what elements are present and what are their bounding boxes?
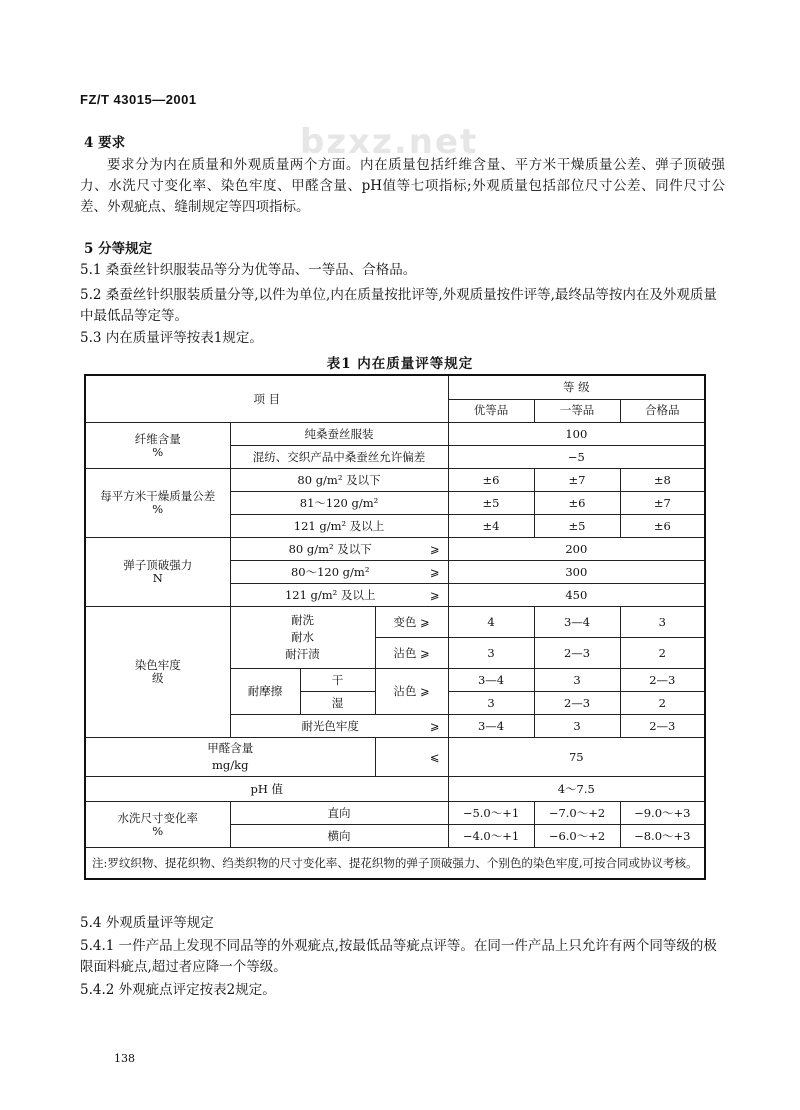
ph-label: pH 值 <box>85 777 448 802</box>
section-5-heading: 5 分等规定 <box>84 241 153 257</box>
burst-value: 450 <box>448 584 705 607</box>
shrink-lengthwise: 直向 <box>230 802 448 825</box>
fiber-blend-value: −5 <box>448 446 705 469</box>
fastness-value: 3—4 <box>534 607 620 638</box>
clause-5-4-heading: 5.4 外观质量评等规定 <box>80 915 214 931</box>
formaldehyde-label: 甲醛含量 mg/kg <box>85 738 375 777</box>
fastness-value: 2 <box>620 638 705 669</box>
clause-5-1: 5.1 桑蚕丝针织服装品等分为优等品、一等品、合格品。 <box>80 262 417 278</box>
mass-value: ±7 <box>534 469 620 492</box>
table-row <box>85 469 705 492</box>
fastness-value: 3—4 <box>448 669 534 692</box>
fastness-value: 2—3 <box>534 692 620 715</box>
section-4-paragraph: 要求分为内在质量和外观质量两个方面。内在质量包括纤维含量、平方米干燥质量公差、弹子顶破强力、水洗尺寸变化率、染色牢度、甲醛含量、pH值等七项指标;外观质量包括部位尺寸公差、同件尺寸公差、外观疵点、缝制规定等四项指标。 <box>80 157 725 215</box>
table-row <box>85 802 705 825</box>
shrink-value: −6.0～+2 <box>534 825 620 848</box>
header-item: 项 目 <box>85 375 448 423</box>
rub-label: 耐摩擦 <box>230 669 300 715</box>
standard-number: FZ/T 43015—2001 <box>80 92 197 107</box>
burst-label: 弹子顶破强力 N <box>85 538 230 607</box>
fastness-value: 3—4 <box>448 715 534 738</box>
mass-condition: 80 g/m² 及以下 <box>230 469 448 492</box>
shrink-value: −8.0～+3 <box>620 825 705 848</box>
clause-5-4-1: 5.4.1 一件产品上发现不同品等的外观疵点,按最低品等疵点评等。在同一件产品上只允许有两个同等级的极限面料疵点,超过者应降一个等级。 <box>80 938 717 975</box>
clause-5-2: 5.2 桑蚕丝针织服装质量分等,以件为单位,内在质量按批评等,外观质量按件评等,最终品等按内在及外观质量中最低品等定等。 <box>80 287 717 324</box>
fastness-value: 3 <box>534 669 620 692</box>
wet-label: 湿 <box>300 692 375 715</box>
burst-condition: 80 g/m² 及以下 ⩾ <box>230 538 448 561</box>
mass-value: ±5 <box>534 515 620 538</box>
burst-value: 200 <box>448 538 705 561</box>
mass-value: ±6 <box>620 515 705 538</box>
table-row <box>85 607 705 638</box>
table-header-row <box>85 375 705 399</box>
mass-label: 每平方米干燥质量公差 % <box>85 469 230 538</box>
section-4-heading: 4 要求 <box>84 135 126 151</box>
light-label: 耐光色牢度 ⩾ <box>230 715 448 738</box>
fastness-value: 3 <box>448 638 534 669</box>
shrink-widthwise: 横向 <box>230 825 448 848</box>
shrink-value: −4.0～+1 <box>448 825 534 848</box>
shrink-value: −9.0～+3 <box>620 802 705 825</box>
header-grade-3: 合格品 <box>620 399 705 423</box>
fastness-value: 2—3 <box>534 638 620 669</box>
formaldehyde-sign: ⩽ <box>375 738 448 777</box>
stain-label: 沾色 ⩾ <box>375 638 448 669</box>
mass-condition: 81～120 g/m² <box>230 492 448 515</box>
header-grade: 等 级 <box>448 375 705 399</box>
fastness-value: 2—3 <box>620 715 705 738</box>
page-number: 138 <box>114 1052 135 1065</box>
fiber-blend-label: 混纺、交织产品中桑蚕丝允许偏差 <box>230 446 448 469</box>
table-row <box>85 848 705 880</box>
fastness-value: 3 <box>448 692 534 715</box>
rub-stain-label: 沾色 ⩾ <box>375 669 448 715</box>
ph-value: 4～7.5 <box>448 777 705 802</box>
fiber-pure-value: 100 <box>448 423 705 446</box>
dry-label: 干 <box>300 669 375 692</box>
formaldehyde-value: 75 <box>448 738 705 777</box>
mass-value: ±6 <box>448 469 534 492</box>
shrink-label: 水洗尺寸变化率 % <box>85 802 230 848</box>
table-1 <box>84 374 706 880</box>
fastness-value: 2 <box>620 692 705 715</box>
mass-value: ±7 <box>620 492 705 515</box>
table-1-title: 表1 内在质量评等规定 <box>326 356 474 372</box>
fastness-value: 3 <box>620 607 705 638</box>
change-label: 变色 ⩾ <box>375 607 448 638</box>
mass-value: ±6 <box>534 492 620 515</box>
clause-5-4-2: 5.4.2 外观疵点评定按表2规定。 <box>80 982 276 998</box>
table-row <box>85 777 705 802</box>
header-grade-2: 一等品 <box>534 399 620 423</box>
mass-value: ±5 <box>448 492 534 515</box>
fiber-pure-label: 纯桑蚕丝服装 <box>230 423 448 446</box>
burst-value: 300 <box>448 561 705 584</box>
fastness-label: 染色牢度 级 <box>85 607 230 738</box>
shrink-value: −5.0～+1 <box>448 802 534 825</box>
table-note: 注:罗纹织物、提花织物、绉类织物的尺寸变化率、提花织物的弹子顶破强力、个别色的染色牢度,可按合同或协议考核。 <box>85 848 705 880</box>
table-row <box>85 423 705 446</box>
mass-condition: 121 g/m² 及以上 <box>230 515 448 538</box>
fastness-value: 4 <box>448 607 534 638</box>
clause-5-3: 5.3 内在质量评等按表1规定。 <box>80 330 263 346</box>
burst-condition: 121 g/m² 及以上 ⩾ <box>230 584 448 607</box>
table-row <box>85 738 705 777</box>
fastness-value: 3 <box>534 715 620 738</box>
fiber-label: 纤维含量 % <box>85 423 230 469</box>
wash-label: 耐洗 耐水 耐汗渍 <box>230 607 375 669</box>
mass-value: ±4 <box>448 515 534 538</box>
table-row <box>85 538 705 561</box>
mass-value: ±8 <box>620 469 705 492</box>
shrink-value: −7.0～+2 <box>534 802 620 825</box>
header-grade-1: 优等品 <box>448 399 534 423</box>
burst-condition: 80～120 g/m² ⩾ <box>230 561 448 584</box>
watermark: bzxz.net <box>300 122 479 162</box>
fastness-value: 2—3 <box>620 669 705 692</box>
